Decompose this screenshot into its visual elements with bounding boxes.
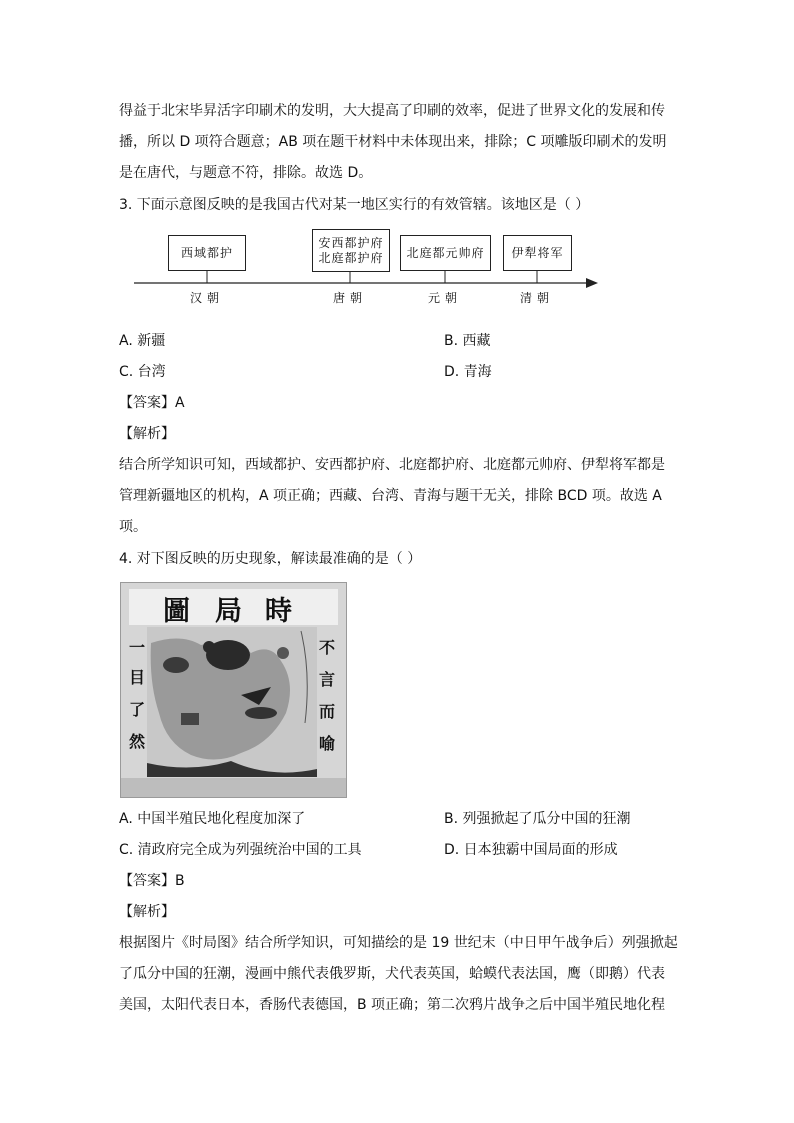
option-d: D. 日本独霸中国局面的形成 bbox=[444, 842, 618, 858]
option-c: C. 台湾 bbox=[119, 364, 166, 380]
paragraph-line: 播，所以 D 项符合题意；AB 项在题干材料中未体现出来，排除；C 项雕版印刷术的发明 bbox=[119, 134, 667, 150]
analysis-line: 项。 bbox=[119, 519, 147, 535]
box-label: 北庭都护府 bbox=[318, 250, 384, 265]
timeline-axis bbox=[0, 0, 794, 320]
analysis-label: 【解析】 bbox=[119, 426, 175, 442]
timeline-box-qing bbox=[503, 235, 572, 271]
timeline-box-han bbox=[168, 235, 246, 271]
cartoon-right-char: 而 bbox=[319, 702, 336, 721]
era-label-tang: 唐朝 bbox=[333, 291, 368, 305]
analysis-label: 【解析】 bbox=[119, 904, 175, 920]
cartoon-right-char: 不 bbox=[319, 638, 336, 657]
cartoon-image bbox=[120, 582, 347, 798]
cartoon-title-char: 圖 bbox=[163, 596, 190, 627]
box-label: 安西都护府 bbox=[318, 235, 384, 250]
analysis-line: 管理新疆地区的机构，A 项正确；西藏、台湾、青海与题干无关，排除 BCD 项。故选 A bbox=[119, 488, 662, 504]
cartoon-title-char: 局 bbox=[215, 596, 242, 627]
box-label: 伊犁将军 bbox=[511, 245, 564, 260]
era-label-yuan: 元朝 bbox=[428, 291, 463, 305]
analysis-line: 美国，太阳代表日本，香肠代表德国，B 项正确；第二次鸦片战争之后中国半殖民地化程 bbox=[119, 997, 666, 1013]
option-a: A. 新疆 bbox=[119, 333, 166, 349]
box-label: 西域都护 bbox=[180, 245, 233, 260]
cartoon-left-char: 目 bbox=[129, 668, 146, 687]
cartoon-left-char: 了 bbox=[129, 700, 146, 719]
analysis-line: 根据图片《时局图》结合所学知识，可知描绘的是 19 世纪末（中日甲午战争后）列强掀起 bbox=[119, 935, 678, 951]
question-3-stem: 3. 下面示意图反映的是我国古代对某一地区实行的有效管辖。该地区是（ ） bbox=[119, 197, 590, 213]
answer-label: 【答案】A bbox=[119, 395, 185, 411]
analysis-line: 了瓜分中国的狂潮，漫画中熊代表俄罗斯，犬代表英国，蛤蟆代表法国，鹰（即鹅）代表 bbox=[119, 966, 665, 982]
box-label: 北庭都元帅府 bbox=[406, 245, 485, 260]
option-b: B. 列强掀起了瓜分中国的狂潮 bbox=[444, 811, 631, 827]
cartoon-right-char: 言 bbox=[319, 670, 336, 689]
cartoon-right-char: 喻 bbox=[319, 734, 336, 753]
option-d: D. 青海 bbox=[444, 364, 492, 380]
paragraph-line: 是在唐代，与题意不符，排除。故选 D。 bbox=[119, 165, 373, 181]
cartoon-title-char: 時 bbox=[265, 596, 292, 627]
timeline-box-yuan bbox=[400, 235, 491, 271]
cartoon-left-char: 然 bbox=[129, 732, 146, 751]
era-label-qing: 清朝 bbox=[520, 291, 555, 305]
option-c: C. 清政府完全成为列强统治中国的工具 bbox=[119, 842, 362, 858]
answer-label: 【答案】B bbox=[119, 873, 185, 889]
cartoon-left-char: 一 bbox=[129, 638, 146, 657]
era-label-han: 汉朝 bbox=[190, 291, 225, 305]
option-b: B. 西藏 bbox=[444, 333, 491, 349]
option-a: A. 中国半殖民地化程度加深了 bbox=[119, 811, 306, 827]
question-4-stem: 4. 对下图反映的历史现象，解读最准确的是（ ） bbox=[119, 551, 422, 567]
paragraph-line: 得益于北宋毕昇活字印刷术的发明，大大提高了印刷的效率，促进了世界文化的发展和传 bbox=[119, 103, 665, 119]
analysis-line: 结合所学知识可知，西域都护、安西都护府、北庭都护府、北庭都元帅府、伊犁将军都是 bbox=[119, 457, 665, 473]
timeline-box-tang bbox=[312, 229, 390, 272]
